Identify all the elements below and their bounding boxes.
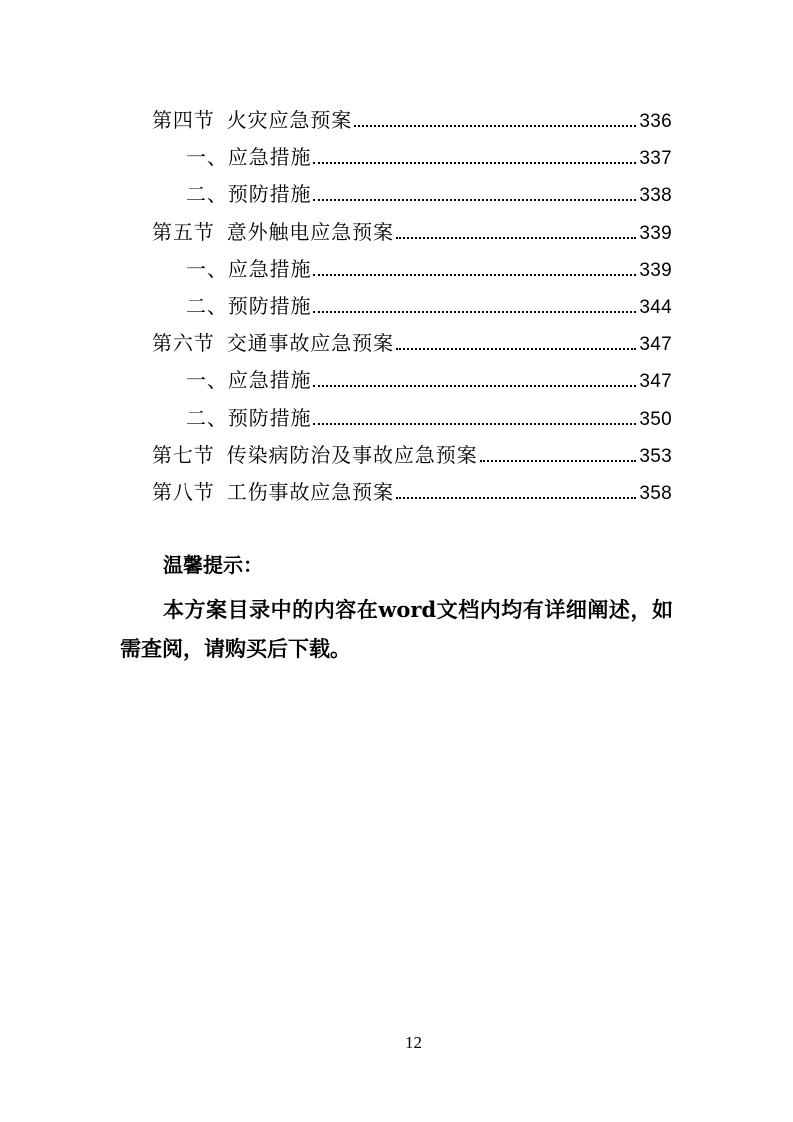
dot-leader (313, 311, 636, 313)
toc-section-number: 第六节 (152, 331, 215, 356)
toc-page-number: 353 (639, 445, 672, 467)
dot-leader (396, 497, 636, 499)
dot-leader (313, 199, 636, 201)
notice-heading: 温馨提示： (163, 553, 263, 577)
toc-entry-title: 二、预防措施 (186, 405, 312, 430)
toc-section-number: 第四节 (152, 108, 215, 132)
toc-page-number: 347 (639, 371, 672, 393)
toc-page-number: 339 (639, 259, 672, 281)
page-number: 12 (405, 1033, 422, 1052)
toc-page-number: 347 (639, 334, 672, 356)
toc-section-number: 第七节 (152, 442, 215, 467)
dot-leader (313, 385, 636, 387)
notice-body (120, 590, 673, 668)
toc-entry-section (0, 325, 793, 362)
toc-entry-subsection (0, 362, 793, 399)
dot-leader (396, 348, 636, 350)
toc-entry-subsection (0, 400, 793, 437)
toc-entry-section (0, 474, 793, 511)
toc-page-number: 337 (639, 148, 672, 170)
toc-section-number: 第八节 (152, 479, 215, 504)
toc-entry-title: 工伤事故应急预案 (226, 479, 394, 504)
toc-entry-title: 意外触电应急预案 (226, 219, 394, 244)
toc-entry-title: 一、应急措施 (186, 145, 312, 170)
toc-entry-title: 传染病防治及事故应急预案 (226, 442, 478, 467)
dot-leader (313, 423, 636, 425)
dot-leader (313, 162, 636, 164)
toc-entry-section (0, 102, 793, 139)
toc-page-number: 338 (639, 185, 672, 207)
toc-entry-title: 二、预防措施 (186, 293, 312, 318)
toc-page-number: 336 (639, 111, 672, 132)
toc-entry-title: 火灾应急预案 (226, 108, 353, 132)
toc-entry-subsection (0, 139, 793, 176)
toc-entry-title: 一、应急措施 (186, 256, 312, 281)
notice-body-line: 需查阅，请购买后下载。 (120, 636, 351, 661)
dot-leader (480, 460, 637, 462)
dot-leader (313, 274, 636, 276)
toc-entry-title: 一、应急措施 (186, 368, 312, 393)
table-of-contents (0, 102, 793, 511)
toc-entry-subsection (0, 288, 793, 325)
toc-page-number: 358 (639, 482, 672, 504)
dot-leader (354, 125, 636, 127)
toc-entry-section (0, 214, 793, 251)
toc-page-number: 339 (639, 222, 672, 244)
dot-leader (396, 237, 636, 239)
toc-entry-subsection (0, 176, 793, 213)
toc-page-number: 344 (639, 296, 672, 318)
toc-entry-subsection (0, 251, 793, 288)
toc-entry-title: 二、预防措施 (186, 182, 312, 207)
toc-page-number: 350 (639, 408, 672, 430)
toc-entry-section (0, 437, 793, 474)
toc-section-number: 第五节 (152, 219, 215, 244)
notice-body-line: 本方案目录中的内容在word文档内均有详细阐述，如 (163, 597, 673, 622)
toc-entry-title: 交通事故应急预案 (226, 331, 394, 356)
